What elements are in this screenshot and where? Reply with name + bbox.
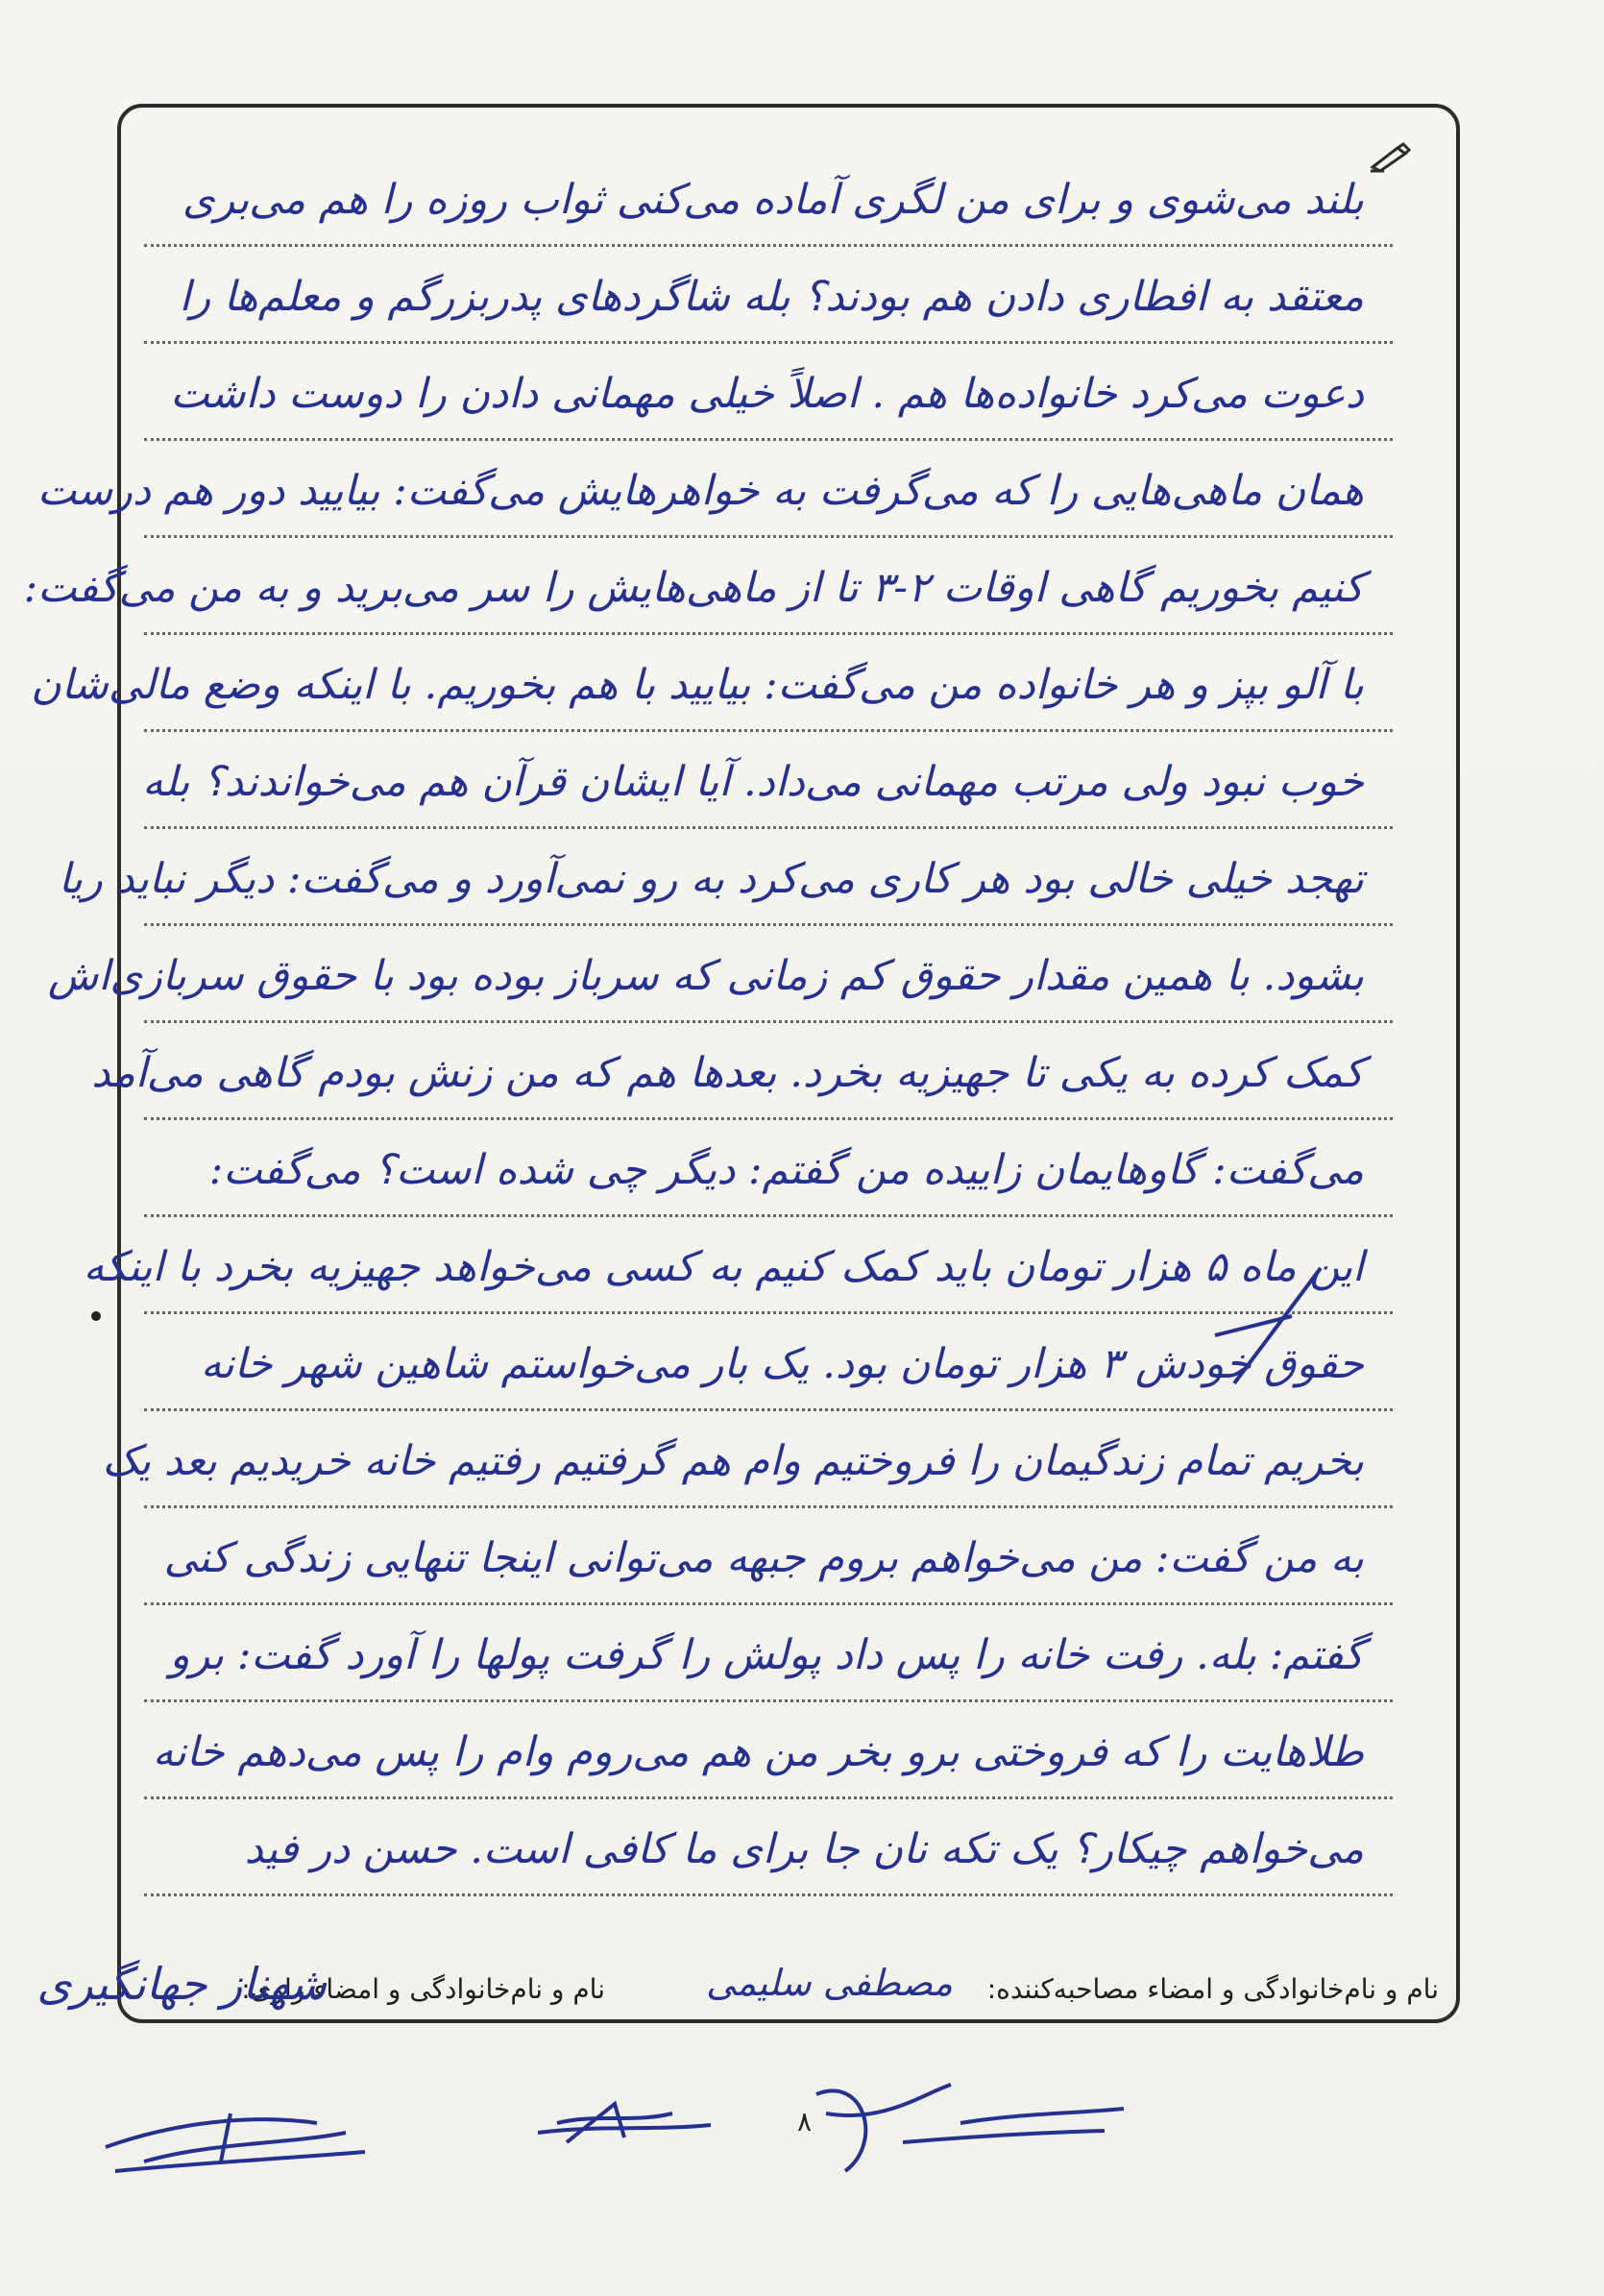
text-line <box>31 629 1393 732</box>
text-line <box>144 1794 1393 1896</box>
margin-dot <box>86 1307 106 1326</box>
interviewer-label: نام و نام‌خانوادگی و امضاء مصاحبه‌کننده: <box>986 1973 1439 2005</box>
line-text: به من گفت: من می‌خواهم بروم جبهه می‌توانی اینجا تنهایی زندگی کنی <box>163 1534 1364 1582</box>
text-line <box>144 1697 1393 1799</box>
text-line <box>36 435 1393 538</box>
line-text: می‌گفت: گاوهایمان زاییده من گفتم: دیگر چی شده است؟ می‌گفت: <box>208 1146 1364 1194</box>
line-text: دعوت می‌کرد خانواده‌ها هم . اصلاً خیلی مهمانی دادن را دوست داشت <box>170 370 1364 418</box>
line-text: بشود. با همین مقدار حقوق کم زمانی که سرباز بوده بود با حقوق سربازی‌اش <box>47 952 1364 1000</box>
line-text: تهجد خیلی خالی بود هر کاری می‌کرد به رو نمی‌آورد و می‌گفت: دیگر نباید ریا <box>58 855 1364 903</box>
text-line <box>144 1502 1393 1605</box>
handwritten-text-area <box>23 144 1393 1912</box>
line-text: گفتم: بله. رفت خانه را پس داد پولش را گرفت پولها را آورد گفت: برو <box>169 1631 1364 1679</box>
line-text: می‌خواهم چیکار؟ یک تکه نان جا برای ما کافی است. حسن در فید <box>244 1825 1364 1873</box>
margin-stroke <box>1177 1258 1369 1451</box>
text-line <box>144 241 1393 344</box>
text-line <box>144 1600 1393 1702</box>
text-line <box>144 1114 1393 1217</box>
text-line <box>23 532 1393 635</box>
text-line <box>144 726 1393 829</box>
line-text: کنیم بخوریم گاهی اوقات ۲-۳ تا از ماهی‌هایش را سر می‌برید و به من می‌گفت: <box>23 564 1364 612</box>
line-text: بخریم تمام زندگیمان را فروختیم وام هم گرفتیم رفتیم خانه خریدیم بعد یک <box>102 1437 1364 1485</box>
narrator-label: نام و نام‌خانوادگی و امضاء راوی: <box>241 1973 605 2005</box>
text-line <box>47 920 1393 1023</box>
line-text: با آلو بپز و هر خانواده من می‌گفت: بیایید با هم بخوریم. با اینکه وضع مالی‌شان <box>31 661 1364 709</box>
interviewer-signature: مصطفی سلیمی <box>706 1962 953 2004</box>
line-text: معتقد به افطاری دادن هم بودند؟ بله شاگردهای پدربزرگم و معلم‌ها را <box>179 273 1364 321</box>
text-line <box>144 144 1393 247</box>
line-text: این ماه ۵ هزار تومان باید کمک کنیم به کسی می‌خواهد جهیزیه بخرد با اینکه <box>83 1243 1364 1291</box>
text-line <box>58 823 1393 926</box>
signature-footer <box>36 1958 1460 2023</box>
text-line <box>91 1017 1393 1120</box>
line-text: خوب نبود ولی مرتب مهمانی می‌داد. آیا ایشان قرآن هم می‌خواندند؟ بله <box>142 758 1364 806</box>
line-text: کمک کرده به یکی تا جهیزیه بخرد. بعدها هم که من زنش بودم گاهی می‌آمد <box>91 1049 1364 1097</box>
line-text: حقوق خودش ۳ هزار تومان بود. یک بار می‌خواستم شاهین شهر خانه <box>200 1340 1364 1388</box>
page-number: ۸ <box>797 2106 813 2137</box>
text-line <box>144 338 1393 441</box>
line-text: طلاهایت را که فروختی برو بخر من هم می‌روم وام را پس می‌دهم خانه <box>152 1728 1364 1776</box>
narrator-signature: شهناز جهانگیری <box>36 1958 327 2010</box>
line-text: همان ماهی‌هایی را که می‌گرفت به خواهرهایش می‌گفت: بیایید دور هم درست <box>36 467 1364 515</box>
line-text: بلند می‌شوی و برای من لگری آماده می‌کنی ثواب روزه را هم می‌بری <box>182 176 1364 224</box>
